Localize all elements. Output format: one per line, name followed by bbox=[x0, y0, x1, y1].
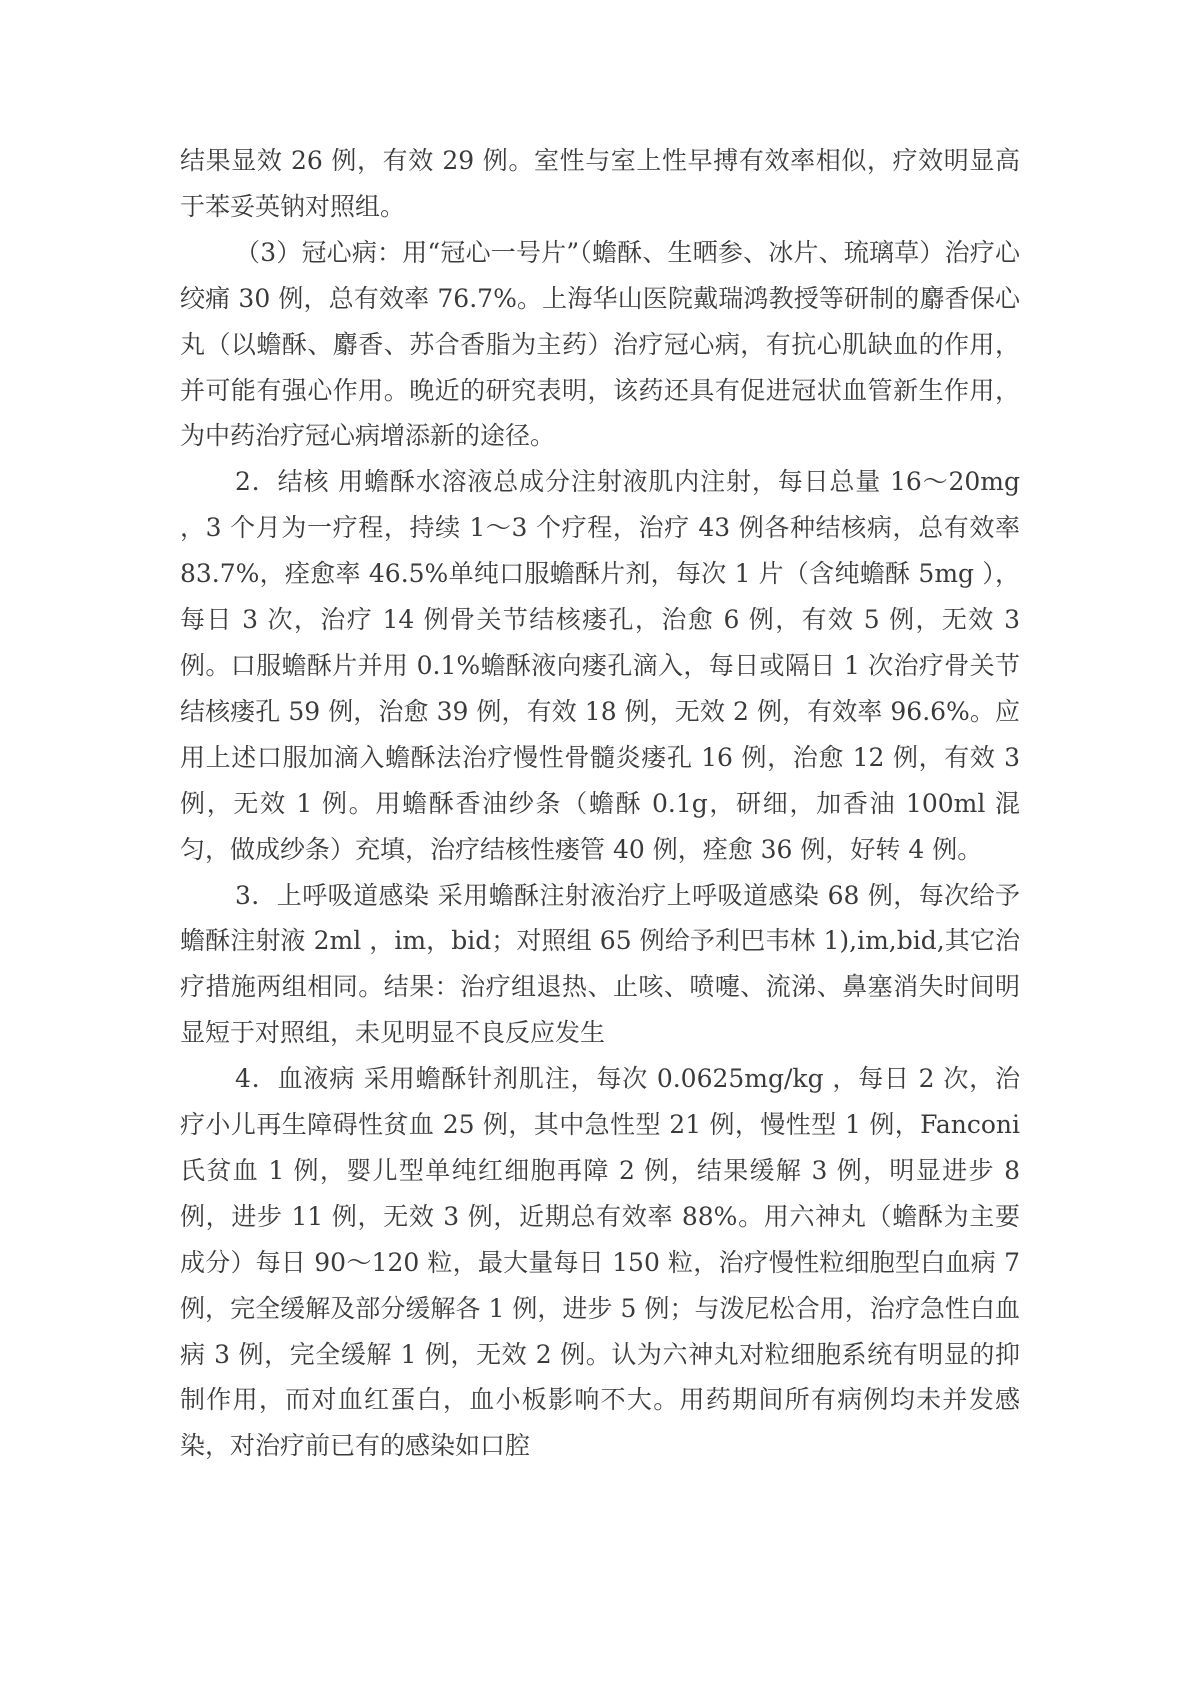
paragraph-upper-respiratory-infection: 3．上呼吸道感染 采用蟾酥注射液治疗上呼吸道感染 68 例，每次给予蟾酥注射液 2ml ，im，bid；对照组 65 例给予利巴韦林 1),im,bid,其它治疗措施两组相同。结果：治疗组退热、止咳、喷嚏、流涕、鼻塞消失时间明显短于对照组，未见明显不良反应发生 bbox=[180, 880, 1020, 1048]
body-text bbox=[180, 138, 1020, 1469]
paragraph-tuberculosis: 2．结核 用蟾酥水溶液总成分注射液肌内注射，每日总量 16～20mg ，3 个月为一疗程，持续 1～3 个疗程，治疗 43 例各种结核病，总有效率 83.7%，痊愈率 46.5%单纯口服蟾酥片剂，每次 1 片（含纯蟾酥 5mg ），每日 3 次，治疗 14 例骨关节结核瘘孔，治愈 6 例，有效 5 例，无效 3 例。口服蟾酥片并用 0.1%蟾酥液向瘘孔滴入，每日或隔日 1 次治疗骨关节结核瘘孔 59 例，治愈 39 例，有效 18 例，无效 2 例，有效率 96.6%。应用上述口服加滴入蟾酥法治疗慢性骨髓炎瘘孔 16 例，治愈 12 例，有效 3 例，无效 1 例。用蟾酥香油纱条（蟾酥 0.1g，研细，加香油 100ml 混匀，做成纱条）充填，治疗结核性瘘管 40 例，痊愈 36 例，好转 4 例。 bbox=[180, 467, 1020, 864]
paragraph-blood-disease: 4．血液病 采用蟾酥针剂肌注，每次 0.0625mg/kg ，每日 2 次，治疗小儿再生障碍性贫血 25 例，其中急性型 21 例，慢性型 1 例，Fanconi 氏贫血 1 例，婴儿型单纯红细胞再障 2 例，结果缓解 3 例，明显进步 8 例，进步 11 例，无效 3 例，近期总有效率 88%。用六神丸（蟾酥为主要成分）每日 90～120 粒，最大量每日 150 粒，治疗慢性粒细胞型白血病 7 例，完全缓解及部分缓解各 1 例，进步 5 例；与泼尼松合用，治疗急性白血病 3 例，完全缓解 1 例，无效 2 例。认为六神丸对粒细胞系统有明显的抑制作用，而对血红蛋白，血小板影响不大。用药期间所有病例均未并发感染，对治疗前已有的感染如口腔 bbox=[180, 1064, 1020, 1461]
paragraph-continuation: 结果显效 26 例，有效 29 例。室性与室上性早搏有效率相似，疗效明显高于苯妥英钠对照组。 bbox=[180, 146, 1020, 221]
paragraph-coronary-heart-disease: （3）冠心病：用“冠心一号片”（蟾酥、生晒参、冰片、琉璃草）治疗心绞痛 30 例，总有效率 76.7%。上海华山医院戴瑞鸿教授等研制的麝香保心丸（以蟾酥、麝香、苏合香脂为主药）治疗冠心病，有抗心肌缺血的作用，并可能有强心作用。晚近的研究表明，该药还具有促进冠状血管新生作用，为中药治疗冠心病增添新的途径。 bbox=[180, 237, 1020, 451]
